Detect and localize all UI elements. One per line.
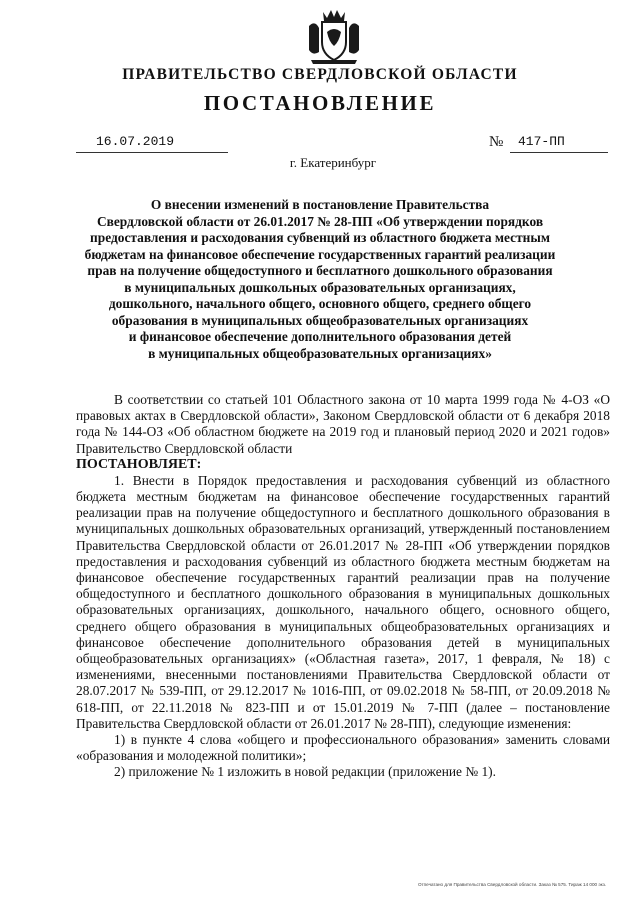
subject-line: предоставления и расходования субвенций из областного бюджета местным	[90, 230, 550, 245]
subitem-2-paragraph: 2) приложение № 1 изложить в новой редакции (приложение № 1).	[114, 764, 496, 780]
coat-of-arms-icon	[303, 6, 365, 66]
document-number-field	[510, 134, 608, 153]
subject-line: прав на получение общедоступного и бесплатного дошкольного образования	[87, 263, 553, 278]
item-1-paragraph: 1. Внести в Порядок предоставления и расходования субвенций из областного бюджета местным бюджетам на финансовое обеспечение государственных гарантий реализации прав на получение общедоступного и бесплатного дошкольного образования в муниципальных дошкольных образовательных организаций, утвержденный постановлением Правительства Свердловской области от 26.01.2017 № 28-ПП «Об утверждении порядков предоставления и расходования субвенций из областного бюджета местным бюджетам на финансовое обеспечение государственных гарантий реализации прав на получение общедоступного и бесплатного дошкольного образования в муниципальных дошкольных образовательных организациях, дошкольного, начального общего, основного общего, среднего общего образования в муниципальных общеобразовательных организациях и финансовое обеспечение дополнительного образования детей в муниципальных общеобразовательных организациях» («Областная газета», 2017, 1 февраля, № 18) с изменениями, внесенными постановлениями Правительства Свердловской области от 28.07.2017 № 539-ПП, от 29.12.2017 № 1016-ПП, от 09.02.2018 № 58-ПП, от 20.09.2018 № 618-ПП, от 22.11.2018 № 823-ПП и от 15.01.2019 № 7-ПП (далее – постановление Правительства Свердловской области от 26.01.2017 № 28-ПП), следующие изменения:	[76, 472, 610, 731]
document-type-title: ПОСТАНОВЛЕНИЕ	[203, 91, 437, 115]
subject-line: в муниципальных дошкольных образовательных организациях,	[124, 279, 516, 295]
government-title: ПРАВИТЕЛЬСТВО СВЕРДЛОВСКОЙ ОБЛАСТИ	[122, 66, 518, 83]
subject-line: О внесении изменений в постановление Правительства	[150, 197, 490, 212]
document-subject	[60, 197, 580, 362]
document-number: 417-ПП	[518, 134, 565, 149]
subject-line: образования в муниципальных общеобразовательных организациях	[111, 312, 529, 328]
subject-line: и финансовое обеспечение дополнительного образования детей	[128, 329, 512, 344]
subject-line: дошкольного, начального общего, основного общего, среднего общего	[108, 296, 532, 311]
subject-line: в муниципальных общеобразовательных организациях»	[148, 345, 492, 361]
document-date-field	[76, 134, 228, 153]
subject-line: Свердловской области от 26.01.2017 № 28-ПП «Об утверждении порядков	[96, 213, 544, 229]
preamble-paragraph: В соответствии со статьей 101 Областного закона от 10 марта 1999 года № 4-ОЗ «О правовых актах в Свердловской области», Законом Свердловской области от 6 декабря 2018 года № 144-ОЗ «Об областном бюджете на 2019 год и плановый период 2020 и 2021 годов» Правительство Свердловской области	[76, 392, 610, 456]
subitem-1-paragraph: 1) в пункте 4 слова «общего и профессионального образования» заменить словами «образования и молодежной политики»;	[76, 732, 610, 764]
document-body	[76, 392, 610, 781]
print-footer-note: Отпечатано для Правительства Свердловской области. Заказ № 575. Тираж 14 000 экз.	[418, 882, 607, 887]
subject-line: бюджетам на финансовое обеспечение государственных гарантий реализации	[84, 246, 556, 262]
city-name: г. Екатеринбург	[289, 155, 377, 170]
number-sign: №	[489, 134, 504, 150]
document-date: 16.07.2019	[96, 134, 175, 149]
decree-word: ПОСТАНОВЛЯЕТ:	[76, 456, 202, 472]
